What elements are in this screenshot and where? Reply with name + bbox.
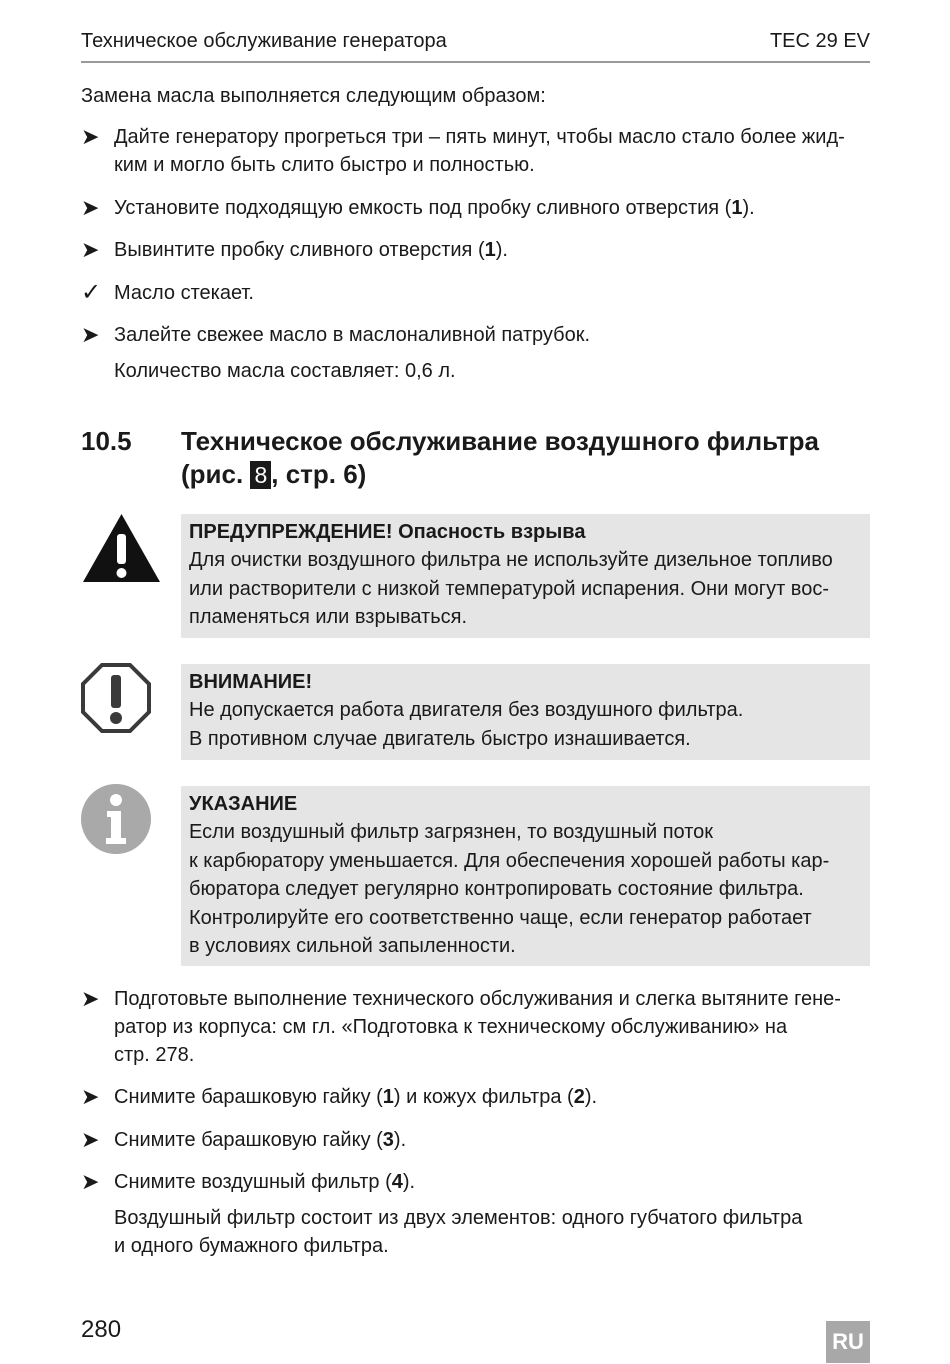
figure-ref-badge: 8: [250, 461, 271, 489]
step-text-cont: ратор из корпуса: см гл. «Подготовка к техническому обслуживанию» на: [114, 1016, 788, 1038]
arrow-bullet-icon: ➤: [81, 1169, 100, 1194]
part-number: 3: [382, 1129, 394, 1151]
step-text: Залейте свежее масло в маслоналивной патрубок.: [114, 324, 590, 346]
part-number: 1: [731, 197, 743, 219]
result-text: Масло стекает.: [114, 282, 254, 304]
part-number: 1: [382, 1086, 394, 1108]
language-badge: RU: [826, 1321, 870, 1363]
part-number: 4: [391, 1171, 403, 1193]
note-line: к карбюратору уменьшается. Для обеспечения хорошей работы кар-: [189, 849, 830, 872]
step-text-cont: ким и могло быть слито быстро и полностью.: [114, 154, 535, 176]
caution-line: В противном случае двигатель быстро изнашивается.: [189, 727, 691, 750]
step-container: [81, 194, 870, 222]
note-line: бюратора следует регулярно контропировать состояние фильтра.: [189, 878, 804, 900]
arrow-bullet-icon: ➤: [81, 237, 100, 262]
step-text-end: ).: [742, 197, 755, 219]
step-text-end: ).: [495, 239, 508, 261]
arrow-bullet-icon: ➤: [81, 1127, 100, 1152]
warning-line: Для очистки воздушного фильтра не используйте дизельное топливо: [189, 549, 833, 571]
step-fill-oil: [81, 321, 870, 349]
warning-line: или растворители с низкой температурой испарения. Они могут вос-: [189, 577, 829, 600]
caution-line: Не допускается работа двигателя без воздушного фильтра.: [189, 699, 744, 721]
filter-description: Воздушный фильтр состоит из двух элементов: одного губчатого фильтра и одного бумажного фильтра.: [114, 1207, 803, 1257]
step-text: Подготовьте выполнение технического обслуживания и слегка вытяните гене-: [114, 988, 841, 1010]
step-remove-nut-cover: ➤ Снимите барашковую гайку (1) и кожух фильтра (2).: [81, 1084, 598, 1109]
note-box: [181, 786, 870, 966]
section-title-line1: Техническое обслуживание воздушного фильтра: [181, 426, 819, 456]
note-line: Контролируйте его соответственно чаще, если генератор работает: [189, 906, 812, 929]
arrow-bullet-icon: ➤: [81, 1084, 100, 1109]
caution-title: ВНИМАНИЕ!: [189, 671, 313, 693]
step-text-cont: стр. 278.: [114, 1044, 195, 1066]
part-number: 1: [484, 239, 496, 261]
arrow-bullet-icon: ➤: [81, 195, 100, 220]
step-unscrew-plug: [81, 236, 870, 264]
arrow-bullet-icon: ➤: [81, 322, 100, 347]
step-remove-filter: ➤ Снимите воздушный фильтр (4).: [81, 1169, 416, 1194]
intro-text: Замена масла выполняется следующим образом:: [81, 85, 546, 107]
checkmark-icon: ✓: [81, 279, 102, 306]
step-text: Вывинтите пробку сливного отверстия (: [114, 239, 485, 261]
header-model: TEC 29 EV: [769, 30, 870, 52]
note-line: Если воздушный фильтр загрязнен, то воздушный поток: [189, 821, 714, 843]
result-oil-drains: [81, 279, 870, 307]
section-title: [181, 425, 861, 491]
warning-box: [181, 514, 870, 638]
warning-triangle-icon: [81, 512, 162, 584]
caution-box: [181, 664, 870, 760]
warning-line: пламеняться или взрываться.: [189, 606, 468, 628]
section-title-line2: (рис. 8 , стр. 6): [181, 459, 367, 489]
part-number: 2: [573, 1086, 585, 1108]
step-text: Установите подходящую емкость под пробку сливного отверстия (: [114, 197, 732, 219]
oil-quantity: Количество масла составляет: 0,6 л.: [114, 360, 456, 382]
step-warm-up: [81, 123, 870, 179]
arrow-bullet-icon: ➤: [81, 124, 100, 149]
note-line: в условиях сильной запыленности.: [189, 935, 516, 957]
step-text: Дайте генератору прогреться три – пять минут, чтобы масло стало более жид-: [114, 126, 845, 148]
step-remove-nut: ➤ Снимите барашковую гайку (3).: [81, 1127, 407, 1152]
step-prepare-maintenance: [81, 985, 870, 1069]
arrow-bullet-icon: ➤: [81, 986, 100, 1011]
info-circle-icon: [80, 783, 152, 855]
page-number: 280: [81, 1316, 122, 1343]
warning-title: ПРЕДУПРЕЖДЕНИЕ! Опасность взрыва: [189, 521, 586, 543]
page-header: [81, 30, 870, 63]
note-title: УКАЗАНИЕ: [189, 793, 298, 815]
header-title: Техническое обслуживание генератора: [81, 30, 447, 52]
caution-octagon-icon: [80, 662, 152, 734]
section-number: 10.5: [81, 426, 132, 456]
